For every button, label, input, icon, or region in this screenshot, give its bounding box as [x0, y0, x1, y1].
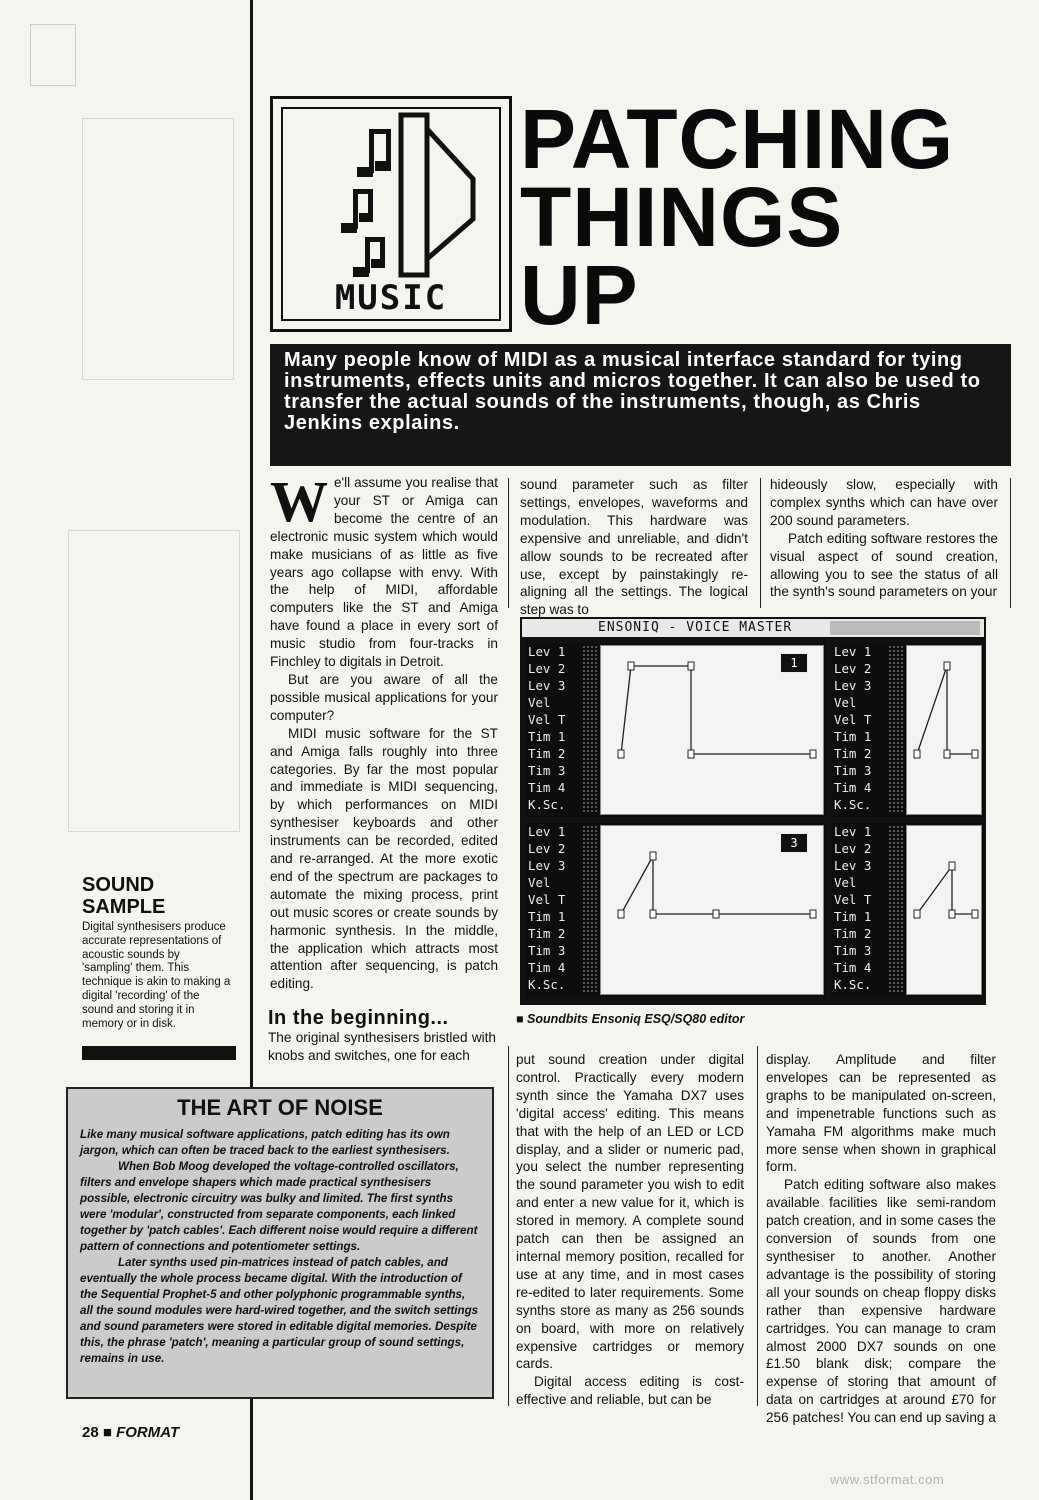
parameter-row[interactable]: Lev 1	[834, 824, 872, 839]
sound-sample-text: Digital synthesisers produce accurate representations of acoustic sounds by 'sampling' them. This technique is akin to making a digital 'recording' of the sound and storing it in memory or in disk.	[82, 921, 231, 1030]
parameter-row[interactable]: Tim 2	[834, 746, 872, 761]
parameter-row[interactable]: Vel T	[834, 712, 872, 727]
parameter-row[interactable]: Lev 1	[834, 644, 872, 659]
drop-cap: W	[270, 469, 328, 534]
dither-strip	[888, 645, 904, 813]
envelope-handle[interactable]	[914, 750, 920, 758]
noise-paragraph-1: Like many musical software applications, patch editing has its own jargon, which can often be traced back to the earliest synthesisers.	[80, 1128, 450, 1157]
parameter-row[interactable]: Tim 3	[834, 763, 872, 778]
parameter-row[interactable]: Tim 4	[834, 960, 872, 975]
col3-top-paragraph-1: hideously slow, especially with complex synths which can have over 200 sound parameters.	[770, 477, 998, 528]
parameter-row[interactable]: Vel	[834, 875, 857, 890]
editor-panel	[832, 823, 984, 997]
parameter-row[interactable]: K.Sc.	[528, 977, 566, 992]
ensoniq-editor-screenshot	[520, 617, 986, 1005]
parameter-row[interactable]: Lev 3	[528, 678, 566, 693]
envelope-handle[interactable]	[944, 750, 950, 758]
col2-bottom-paragraph-1: put sound creation under digital control. Practically every modern synth since the Yamaha DX7 uses 'digital access' editing. This means that with the help of an LED or LCD display, and a slider or numeric pad, you select the number representing the sound parameter you wish to edit and enter a new value for it, which is stored in memory. A complete sound patch can then be assigned an internal memory position, recalled for use at any time, and in most cases re-edited to later requirements. Some synths store as many as 256 sounds on board, with more on relatively expensive cartridges or memory cards.	[516, 1052, 744, 1372]
parameter-row[interactable]: Tim 2	[528, 746, 566, 761]
envelope-handle[interactable]	[914, 910, 920, 918]
envelope-graph[interactable]	[906, 825, 982, 995]
envelope-handle[interactable]	[949, 910, 955, 918]
dither-strip	[582, 645, 598, 813]
envelope-curve	[907, 826, 981, 994]
screenshot-titlebar	[522, 619, 984, 637]
parameter-row[interactable]: K.Sc.	[834, 977, 872, 992]
title-line-1: PATCHING	[520, 92, 955, 186]
panel-number-badge: 3	[780, 833, 808, 853]
music-logo	[270, 96, 512, 332]
column-rule-1	[508, 478, 509, 608]
subhead: In the beginning...	[268, 1007, 449, 1029]
page-number: 28	[82, 1424, 99, 1441]
envelope-handle[interactable]	[713, 910, 719, 918]
col1-paragraph-4: The original synthesisers bristled with knobs and switches, one for each	[268, 1030, 496, 1063]
noise-paragraph-2: When Bob Moog developed the voltage-controlled oscillators, filters and envelope shapers which made practical synthesisers possible, electronic circuitry was bulky and limited. The first synths were 'modular', constructed from separate components, each linked together by 'patch cables'. Each different noise would require a different pattern of connections and potentiometer settings.	[80, 1160, 478, 1253]
article-column-1	[270, 469, 498, 993]
article-column-2-bottom	[516, 1051, 744, 1409]
sound-sample-title	[82, 874, 165, 918]
editor-panel	[526, 643, 826, 817]
art-of-noise-text	[80, 1127, 480, 1367]
parameter-row[interactable]: Tim 3	[834, 943, 872, 958]
panel-number-badge: 1	[780, 653, 808, 673]
parameter-row[interactable]: Tim 4	[834, 780, 872, 795]
col2-bottom-paragraph-2: Digital access editing is cost-effective and reliable, but can be	[516, 1374, 744, 1408]
parameter-row[interactable]: Lev 3	[528, 858, 566, 873]
envelope-curve	[907, 646, 981, 814]
parameter-row[interactable]: Vel	[528, 695, 551, 710]
column-rule-2	[760, 478, 761, 608]
envelope-handle[interactable]	[810, 750, 816, 758]
col1-paragraph-3: MIDI music software for the ST and Amiga falls roughly into three categories. By far the most popular and immediate is MIDI sequencing, by which performances on MIDI synthesiser keyboards and other instruments can be recorded, edited and re-arranged. At the more exotic end of the spectrum are packages to automate the mixing process, print out music scores or create sounds by harmonic synthesis. In the middle, the application which attracts most attention after sequencing, is patch editing.	[270, 725, 498, 992]
screenshot-caption: ■ Soundbits Ensoniq ESQ/SQ80 editor	[516, 1012, 745, 1026]
envelope-handle[interactable]	[650, 910, 656, 918]
parameter-row[interactable]: Tim 2	[528, 926, 566, 941]
col1-paragraph-2: But are you aware of all the possible musical applications for your computer?	[270, 671, 498, 723]
envelope-handle[interactable]	[972, 750, 978, 758]
col2-top-text: sound parameter such as filter settings, envelopes, waveforms and modulation. This hardware was expensive and unreliable, and didn't allow sounds to be recreated after use, except by painstakingly re-aligning all the settings. The logical step was to	[520, 477, 748, 618]
article-column-3-top	[770, 476, 998, 601]
parameter-row[interactable]: Vel T	[834, 892, 872, 907]
parameter-row[interactable]: Vel T	[528, 712, 566, 727]
parameter-row[interactable]: Tim 2	[834, 926, 872, 941]
dither-strip	[888, 825, 904, 993]
parameter-row[interactable]: Vel	[834, 695, 857, 710]
col3-bottom-paragraph-2: Patch editing software also makes available facilities like semi-random patch creation, and in some cases the conversion of sounds from one synthesiser to another. Another advantage is the possibility of storing all your sounds on cheap floppy disks rather than expensive hardware cartridges. You can manage to cram almost 2000 DX7 sounds on one £1.50 blank disk; compare the expense of storing that amount of data on cartridges at around £70 for 256 patches! You can end up saving a	[766, 1177, 996, 1426]
parameter-row[interactable]: Tim 3	[528, 763, 566, 778]
art-of-noise-box	[66, 1087, 494, 1399]
column-rule-5	[757, 1046, 758, 1406]
screenshot-title-right-block	[830, 621, 980, 635]
envelope-handle[interactable]	[618, 750, 624, 758]
envelope-handle[interactable]	[944, 662, 950, 670]
source-url: www.stformat.com	[830, 1472, 945, 1487]
article-column-3-bottom	[766, 1051, 996, 1427]
editor-panel	[526, 823, 826, 997]
envelope-handle[interactable]	[688, 662, 694, 670]
parameter-row[interactable]: Vel T	[528, 892, 566, 907]
parameter-row[interactable]: Lev 1	[528, 644, 566, 659]
article-title	[520, 92, 955, 342]
sound-sample-title-line-1: SOUND	[82, 874, 155, 896]
parameter-row[interactable]: Tim 4	[528, 780, 566, 795]
faded-left-panel	[68, 530, 240, 832]
parameter-row[interactable]: K.Sc.	[834, 797, 872, 812]
parameter-row[interactable]: Tim 1	[528, 729, 566, 744]
music-logo-label: MUSIC	[334, 278, 448, 318]
faded-bleed-text	[98, 122, 228, 372]
column-rule-4	[508, 1046, 509, 1406]
faded-corner-logo	[30, 24, 76, 86]
title-line-3: UP	[520, 248, 639, 342]
col3-top-paragraph-2: Patch editing software restores the visual aspect of sound creation, allowing you to see the status of all the synth's sound parameters on your	[770, 530, 998, 600]
envelope-handle[interactable]	[810, 910, 816, 918]
parameter-row[interactable]: Vel	[528, 875, 551, 890]
envelope-graph[interactable]	[906, 645, 982, 815]
envelope-handle[interactable]	[972, 910, 978, 918]
parameter-row[interactable]: Lev 2	[528, 841, 566, 856]
screenshot-title: ENSONIQ - VOICE MASTER	[598, 620, 793, 635]
envelope-handle[interactable]	[628, 662, 634, 670]
parameter-row[interactable]: Lev 2	[528, 661, 566, 676]
parameter-row[interactable]: Tim 4	[528, 960, 566, 975]
parameter-row[interactable]: K.Sc.	[528, 797, 566, 812]
parameter-row[interactable]: Lev 3	[834, 858, 872, 873]
sound-sample-title-line-2: SAMPLE	[82, 896, 166, 918]
parameter-row[interactable]: Tim 1	[528, 909, 566, 924]
parameter-row[interactable]: Tim 1	[834, 729, 872, 744]
parameter-row[interactable]: Lev 2	[834, 661, 872, 676]
envelope-handle[interactable]	[618, 910, 624, 918]
noise-paragraph-3: Later synths used pin-matrices instead of patch cables, and eventually the whole process became digital. With the introduction of the Sequential Prophet-5 and other polyphonic programmable synths, all the sound modules were hard-wired together, and the switch settings and sound parameters were stored in editable digital memories. Despite this, the phrase 'patch', meaning a particular group of sound settings, remains in use.	[80, 1256, 479, 1365]
standfirst: Many people know of MIDI as a musical interface standard for tying instruments, effects units and micros together. It can also be used to transfer the actual sounds of the instruments, though, as Chris Jenkins explains.	[270, 344, 1011, 466]
title-line-2: THINGS	[520, 170, 844, 264]
page-folio	[82, 1424, 179, 1441]
parameter-row[interactable]: Tim 1	[834, 909, 872, 924]
parameter-row[interactable]: Lev 1	[528, 824, 566, 839]
parameter-row[interactable]: Tim 3	[528, 943, 566, 958]
column-rule-3	[1010, 478, 1011, 608]
editor-panel	[832, 643, 984, 817]
sidebar-black-bar	[82, 1046, 236, 1060]
envelope-handle[interactable]	[650, 852, 656, 860]
parameter-row[interactable]: Lev 3	[834, 678, 872, 693]
dither-strip	[582, 825, 598, 993]
col3-bottom-paragraph-1: display. Amplitude and filter envelopes can be represented as graphs to be manipulated on-screen, and impenetrable functions such as Yamaha FM algorithms make much more sense when shown in graphical form.	[766, 1052, 996, 1175]
parameter-row[interactable]: Lev 2	[834, 841, 872, 856]
col1-paragraph-1: e'll assume you realise that your ST or Amiga can become the centre of an electronic music system which would make musicians of as little as five years ago collapse with envy. With the help of MIDI, affordable computers like the ST and Amiga have found a place in every sort of music studio from four-tracks in Finchley to digitals in Detroit.	[270, 475, 498, 670]
folio-square-icon: ■	[102, 1424, 117, 1441]
art-of-noise-title: THE ART OF NOISE	[177, 1095, 383, 1120]
envelope-handle[interactable]	[949, 862, 955, 870]
envelope-handle[interactable]	[688, 750, 694, 758]
magazine-name: FORMAT	[116, 1424, 180, 1441]
